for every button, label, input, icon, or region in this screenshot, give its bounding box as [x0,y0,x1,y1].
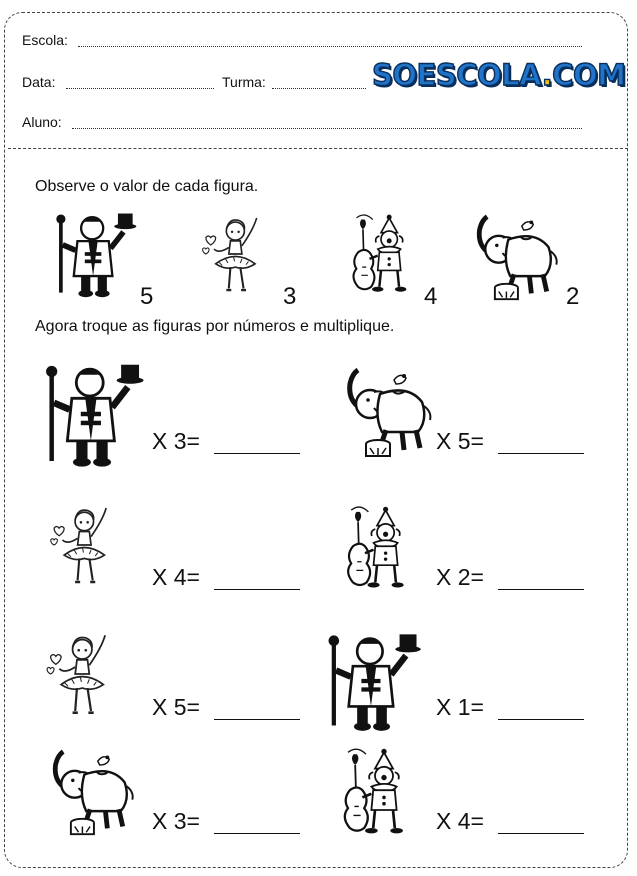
logo-main-text: SOESCOLA [372,58,542,92]
observe-instruction: Observe o valor de cada figura. [35,178,259,195]
exercise-6-text: X 1= [436,694,484,720]
agora-instruction: Agora troque as figuras por números e multiplique. [35,318,395,335]
clown-value: 4 [424,283,438,310]
exercise-6-answer[interactable] [498,719,584,720]
ballerina-icon [196,202,278,306]
exercise-4-text: X 2= [436,564,484,590]
exercise-2-elephant-icon [338,356,438,464]
aluno-label: Aluno: [22,114,62,130]
aluno-line[interactable] [72,128,582,129]
exercise-5-text: X 5= [152,694,200,720]
elephant-value: 2 [566,283,580,310]
exercise-5-ballerina-icon [40,616,128,732]
ringmaster-icon [48,202,140,306]
exercise-1-answer[interactable] [214,453,300,454]
exercise-8-text: X 4= [436,808,484,834]
exercise-7-answer[interactable] [214,833,300,834]
exercise-7-text: X 3= [152,808,200,834]
clown-icon [340,202,422,306]
data-line[interactable] [66,88,214,89]
exercise-3-ballerina-icon [44,488,128,602]
exercise-8-clown-icon [330,740,420,844]
soescola-logo [372,58,625,92]
logo-dot: . [541,58,553,92]
ringmaster-value: 5 [140,283,154,310]
exercise-2-text: X 5= [436,428,484,454]
exercise-3-text: X 4= [152,564,200,590]
exercise-6-ringmaster-icon [308,628,436,734]
exercise-1-ringmaster-icon [28,358,156,470]
turma-label: Turma: [222,74,266,90]
exercise-4-clown-icon [334,494,420,602]
exercise-8-answer[interactable] [498,833,584,834]
exercise-7-elephant-icon [44,740,140,840]
exercise-2-answer[interactable] [498,453,584,454]
exercise-4-answer[interactable] [498,589,584,590]
escola-label: Escola: [22,32,68,48]
exercise-1-text: X 3= [152,428,200,454]
turma-line[interactable] [272,88,366,89]
logo-com-text: COM [552,58,626,92]
data-label: Data: [22,74,56,90]
ballerina-value: 3 [283,283,297,310]
exercise-3-answer[interactable] [214,589,300,590]
elephant-icon [468,204,564,306]
escola-line[interactable] [78,46,582,47]
header-divider [8,148,628,149]
exercise-5-answer[interactable] [214,719,300,720]
